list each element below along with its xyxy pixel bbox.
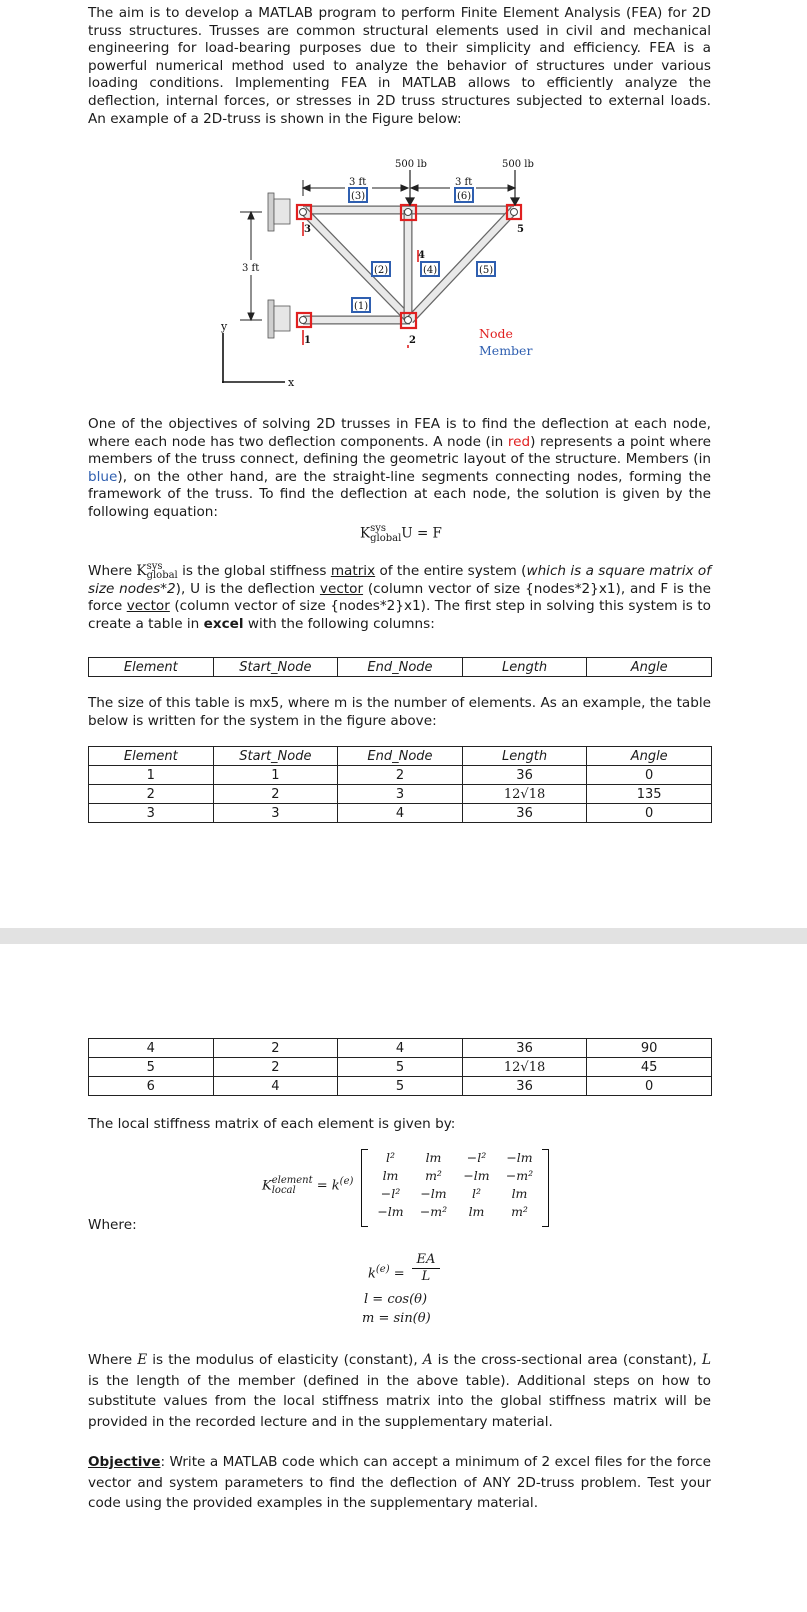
dim-label-left: 3 ft xyxy=(349,177,367,188)
objective-paragraph: Objective: Write a MATLAB code which can accept a minimum of 2 excel files for the force vector and system parameters to find the deflection of ANY 2D-truss problem. Test your code using the provided examples in the supplementary material. xyxy=(88,1454,711,1511)
node-label-4: 4 xyxy=(418,250,425,261)
table-row: 2 2 3 12√18 135 xyxy=(89,785,712,804)
example-table-continued xyxy=(88,1038,712,1096)
table-row: 3 3 4 36 0 xyxy=(89,804,712,823)
k-local-equation: K element local = $k^{(e)}$ l² lm −l² −lm lm m² −lm −m² −l² −lm l² lm −lm −m² lm m² xyxy=(262,1148,562,1230)
table-row: 5 2 5 12√18 45 xyxy=(89,1058,712,1077)
definitions: $k^{(e)}$ = EA L l = cos(θ) m = sin(θ) xyxy=(352,1252,472,1330)
node-label-2: 2 xyxy=(409,335,416,346)
nodes-members-paragraph: One of the objectives of solving 2D trusses in FEA is to find the deflection at each node, where each node has two deflection components. A node (in red) represents a point where members of the truss connect, defining the geometric layout of the structure. Members (in blue), on the other hand, are the straight-line segments connecting nodes, forming the framework of the truss. To find the deflection at each node, the solution is given by the following equation: xyxy=(88,416,711,520)
col-angle: Angle xyxy=(587,658,712,677)
page-separator xyxy=(0,928,807,944)
member-label-3: (3) xyxy=(351,191,366,202)
member-label-1: (1) xyxy=(354,301,369,312)
axis-x-label: x xyxy=(288,376,295,389)
legend-member: Member xyxy=(479,343,533,358)
member-label-5: (5) xyxy=(479,265,494,276)
dim-label-vertical: 3 ft xyxy=(242,263,260,274)
table-size-paragraph: The size of this table is mx5, where m is the number of elements. As an example, the table below is written for the system in the figure above: xyxy=(88,695,711,729)
table-row: 1 1 2 36 0 xyxy=(89,766,712,785)
load-label-left: 500 lb xyxy=(395,159,427,170)
example-table xyxy=(88,746,712,823)
load-label-right: 500 lb xyxy=(502,159,534,170)
member-label-6: (6) xyxy=(457,191,472,202)
table-row: 6 4 5 36 0 xyxy=(89,1077,712,1096)
col-end-node: End_Node xyxy=(338,658,463,677)
main-equation: K sys global U = F xyxy=(360,523,442,544)
node-label-5: 5 xyxy=(517,224,524,235)
dim-label-right: 3 ft xyxy=(455,177,473,188)
local-stiffness-intro: The local stiffness matrix of each element is given by: xyxy=(88,1116,456,1132)
columns-table xyxy=(88,657,712,677)
objective-label: Objective xyxy=(88,1454,161,1470)
axis-y-label: y xyxy=(221,320,228,333)
intro-paragraph: The aim is to develop a MATLAB program to perform Finite Element Analysis (FEA) for 2D truss structures. Trusses are common structural elements used in civil and mechanical engineering for load-bearing purposes due to their simplicity and efficiency. FEA is a powerful numerical method used to analyze the behavior of structures under various loading conditions. Implementing FEA in MATLAB allows to efficiently analyze the deflection, internal forces, or stresses in 2D truss structures subjected to external loads. An example of a 2D-truss is shown in the Figure below: xyxy=(88,5,711,127)
where-paragraph: Where E is the modulus of elasticity (constant), A is the cross-sectional area (constant), L is the length of the member (defined in the above table). Additional steps on how to substitute values from the local stiffness matrix into the global stiffness matrix will be provided in the recorded lecture and in the supplementary material. xyxy=(88,1352,711,1430)
col-start-node: Start_Node xyxy=(213,658,338,677)
col-length: Length xyxy=(462,658,587,677)
legend-node: Node xyxy=(479,326,513,341)
node-label-3: 3 xyxy=(304,224,311,235)
node-label-1: 1 xyxy=(304,335,311,346)
member-label-4: (4) xyxy=(423,265,438,276)
col-element: Element xyxy=(89,658,214,677)
table-row: 4 2 4 36 90 xyxy=(89,1039,712,1058)
truss-figure xyxy=(0,150,807,390)
table-header-row: Element Start_Node End_Node Length Angle xyxy=(89,747,712,766)
stiffness-paragraph: Where K sys global is the global stiffness matrix of the entire system (which is a square matrix of size nodes*2), U is the deflection vector (column vector of size {nodes*2}x1), and F is the force vector (column vector of size {nodes*2}x1). The first step in solving this system is to create a table in excel with the following columns: xyxy=(88,561,711,632)
member-label-2: (2) xyxy=(374,265,389,276)
where-label: Where: xyxy=(88,1217,137,1233)
left-wall-supports xyxy=(268,193,290,338)
